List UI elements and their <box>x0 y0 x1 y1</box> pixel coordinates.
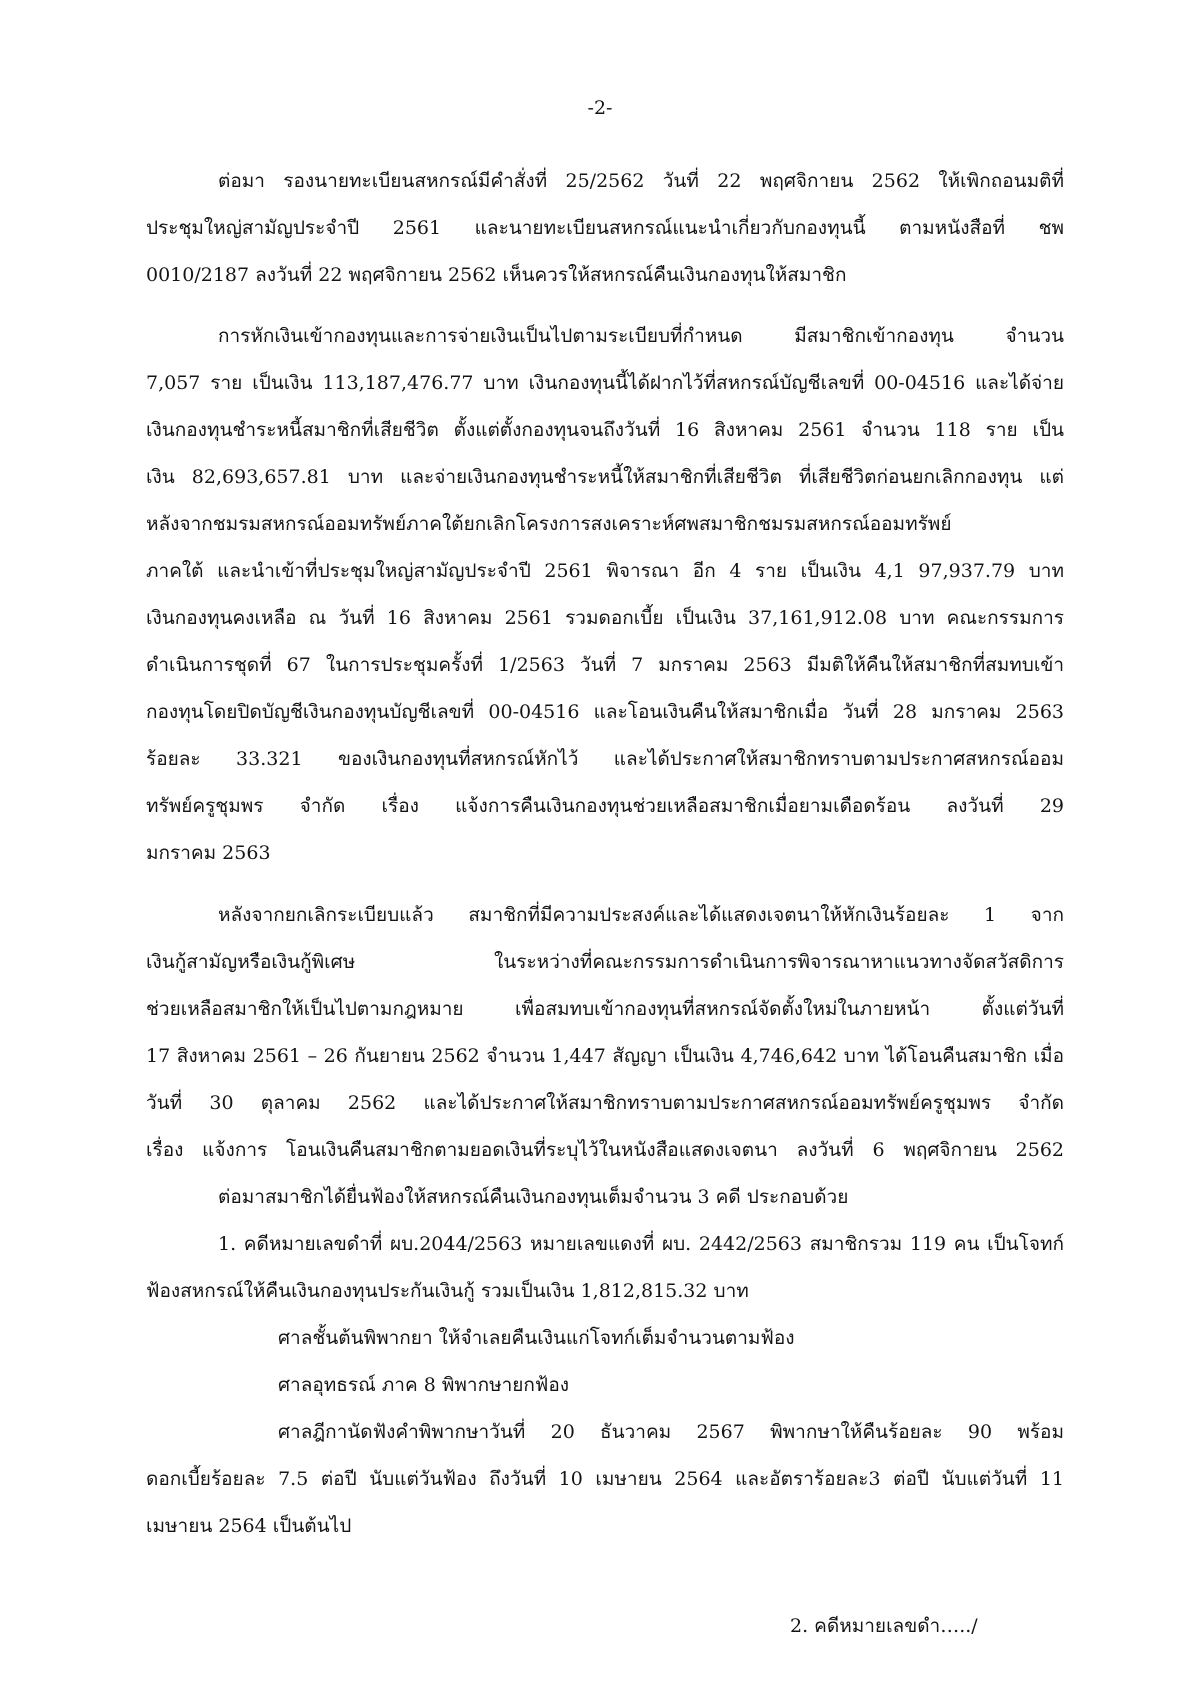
paragraph-1-line: ต่อมา รองนายทะเบียนสหกรณ์มีคำสั่งที่ 25/2562 วันที่ 22 พฤศจิกายน 2562 ให้เพิกถอนมติที่ <box>218 170 1064 192</box>
case-1-ruling: เมษายน 2564 เป็นต้นไป <box>146 1515 352 1537</box>
paragraph-3-line: วันที่ 30 ตุลาคม 2562 และได้ประกาศให้สมาชิกทราบตามประกาศสหกรณ์ออมทรัพย์ครูชุมพร จำกัด <box>146 1092 1064 1114</box>
case-1-line: 1. คดีหมายเลขดำที่ ผบ.2044/2563 หมายเลขแดงที่ ผบ. 2442/2563 สมาชิกรวม 119 คน เป็นโจทก์ <box>218 1233 1064 1255</box>
paragraph-3-line: เรื่อง แจ้งการ โอนเงินคืนสมาชิกตามยอดเงินที่ระบุไว้ในหนังสือแสดงเจตนา ลงวันที่ 6 พฤศจิกายน 2562 <box>146 1139 1064 1161</box>
paragraph-2-line: กองทุนโดยปิดบัญชีเงินกองทุนบัญชีเลขที่ 00-04516 และโอนเงินคืนให้สมาชิกเมื่อ วันที่ 28 มกราคม 2563 <box>146 701 1064 723</box>
case-1-ruling: ศาลอุทธรณ์ ภาค 8 พิพากษายกฟ้อง <box>278 1374 570 1396</box>
paragraph-2-line: 7,057 ราย เป็นเงิน 113,187,476.77 บาท เงินกองทุนนี้ได้ฝากไว้ที่สหกรณ์บัญชีเลขที่ 00-04516 และได้จ่าย <box>146 372 1064 394</box>
page-number: -2- <box>587 97 613 119</box>
case-1-line: ฟ้องสหกรณ์ให้คืนเงินกองทุนประกันเงินกู้ รวมเป็นเงิน 1,812,815.32 บาท <box>146 1280 749 1302</box>
continuation-footer: 2. คดีหมายเลขดำ…../ <box>790 1615 978 1637</box>
paragraph-2-line: มกราคม 2563 <box>146 842 271 864</box>
paragraph-2-line: ร้อยละ 33.321 ของเงินกองทุนที่สหกรณ์หักไว้ และได้ประกาศให้สมาชิกทราบตามประกาศสหกรณ์ออม <box>146 748 1064 770</box>
case-1-ruling: ดอกเบี้ยร้อยละ 7.5 ต่อปี นับแต่วันฟ้อง ถึงวันที่ 10 เมษายน 2564 และอัตราร้อยละ3 ต่อปี นับแต่วันที่ 11 <box>146 1468 1064 1490</box>
paragraph-2-line: เงิน 82,693,657.81 บาท และจ่ายเงินกองทุนชำระหนี้ให้สมาชิกที่เสียชีวิต ที่เสียชีวิตก่อนยกเลิกกองทุน แต่ <box>146 466 1064 488</box>
paragraph-2-line: ดำเนินการชุดที่ 67 ในการประชุมครั้งที่ 1/2563 วันที่ 7 มกราคม 2563 มีมติให้คืนให้สมาชิกที่สมทบเข้า <box>146 654 1064 676</box>
paragraph-2-line: หลังจากชมรมสหกรณ์ออมทรัพย์ภาคใต้ยกเลิกโครงการสงเคราะห์ศพสมาชิกชมรมสหกรณ์ออมทรัพย์ <box>146 513 952 535</box>
paragraph-1-line: 0010/2187 ลงวันที่ 22 พฤศจิกายน 2562 เห็นควรให้สหกรณ์คืนเงินกองทุนให้สมาชิก <box>146 264 847 286</box>
paragraph-2-line: ทรัพย์ครูชุมพร จำกัด เรื่อง แจ้งการคืนเงินกองทุนช่วยเหลือสมาชิกเมื่อยามเดือดร้อน ลงวันที่ 29 <box>146 795 1064 817</box>
paragraph-4-line: ต่อมาสมาชิกได้ยื่นฟ้องให้สหกรณ์คืนเงินกองทุนเต็มจำนวน 3 คดี ประกอบด้วย <box>218 1186 849 1208</box>
paragraph-3-line: ช่วยเหลือสมาชิกให้เป็นไปตามกฎหมาย เพื่อสมทบเข้ากองทุนที่สหกรณ์จัดตั้งใหม่ในภายหน้า ตั้งแต่วันที่ <box>146 998 1064 1020</box>
paragraph-2-line: เงินกองทุนคงเหลือ ณ วันที่ 16 สิงหาคม 2561 รวมดอกเบี้ย เป็นเงิน 37,161,912.08 บาท คณะกรรมการ <box>146 607 1064 629</box>
case-1-ruling: ศาลฎีกานัดฟังคำพิพากษาวันที่ 20 ธันวาคม 2567 พิพากษาให้คืนร้อยละ 90 พร้อม <box>278 1421 1064 1443</box>
paragraph-3-line: เงินกู้สามัญหรือเงินกู้พิเศษ ในระหว่างที่คณะกรรมการดำเนินการพิจารณาหาแนวทางจัดสวัสดิการ <box>146 951 1064 973</box>
paragraph-3-line: 17 สิงหาคม 2561 – 26 กันยายน 2562 จำนวน 1,447 สัญญา เป็นเงิน 4,746,642 บาท ได้โอนคืนสมาชิก เมื่อ <box>146 1045 1064 1067</box>
paragraph-2-line: การหักเงินเข้ากองทุนและการจ่ายเงินเป็นไปตามระเบียบที่กำหนด มีสมาชิกเข้ากองทุน จำนวน <box>218 325 1064 347</box>
paragraph-1-line: ประชุมใหญ่สามัญประจำปี 2561 และนายทะเบียนสหกรณ์แนะนำเกี่ยวกับกองทุนนี้ ตามหนังสือที่ ชพ <box>146 217 1064 239</box>
case-1-ruling: ศาลชั้นต้นพิพากยา ให้จำเลยคืนเงินแก่โจทก์เต็มจำนวนตามฟ้อง <box>278 1327 795 1349</box>
paragraph-2-line: ภาคใต้ และนำเข้าที่ประชุมใหญ่สามัญประจำปี 2561 พิจารณา อีก 4 ราย เป็นเงิน 4,1 97,937.79 บาท <box>146 560 1064 582</box>
paragraph-3-line: หลังจากยกเลิกระเบียบแล้ว สมาชิกที่มีความประสงค์และได้แสดงเจตนาให้หักเงินร้อยละ 1 จาก <box>218 904 1064 926</box>
paragraph-2-line: เงินกองทุนชำระหนี้สมาชิกที่เสียชีวิต ตั้งแต่ตั้งกองทุนจนถึงวันที่ 16 สิงหาคม 2561 จำนวน 118 ราย เป็น <box>146 419 1064 441</box>
